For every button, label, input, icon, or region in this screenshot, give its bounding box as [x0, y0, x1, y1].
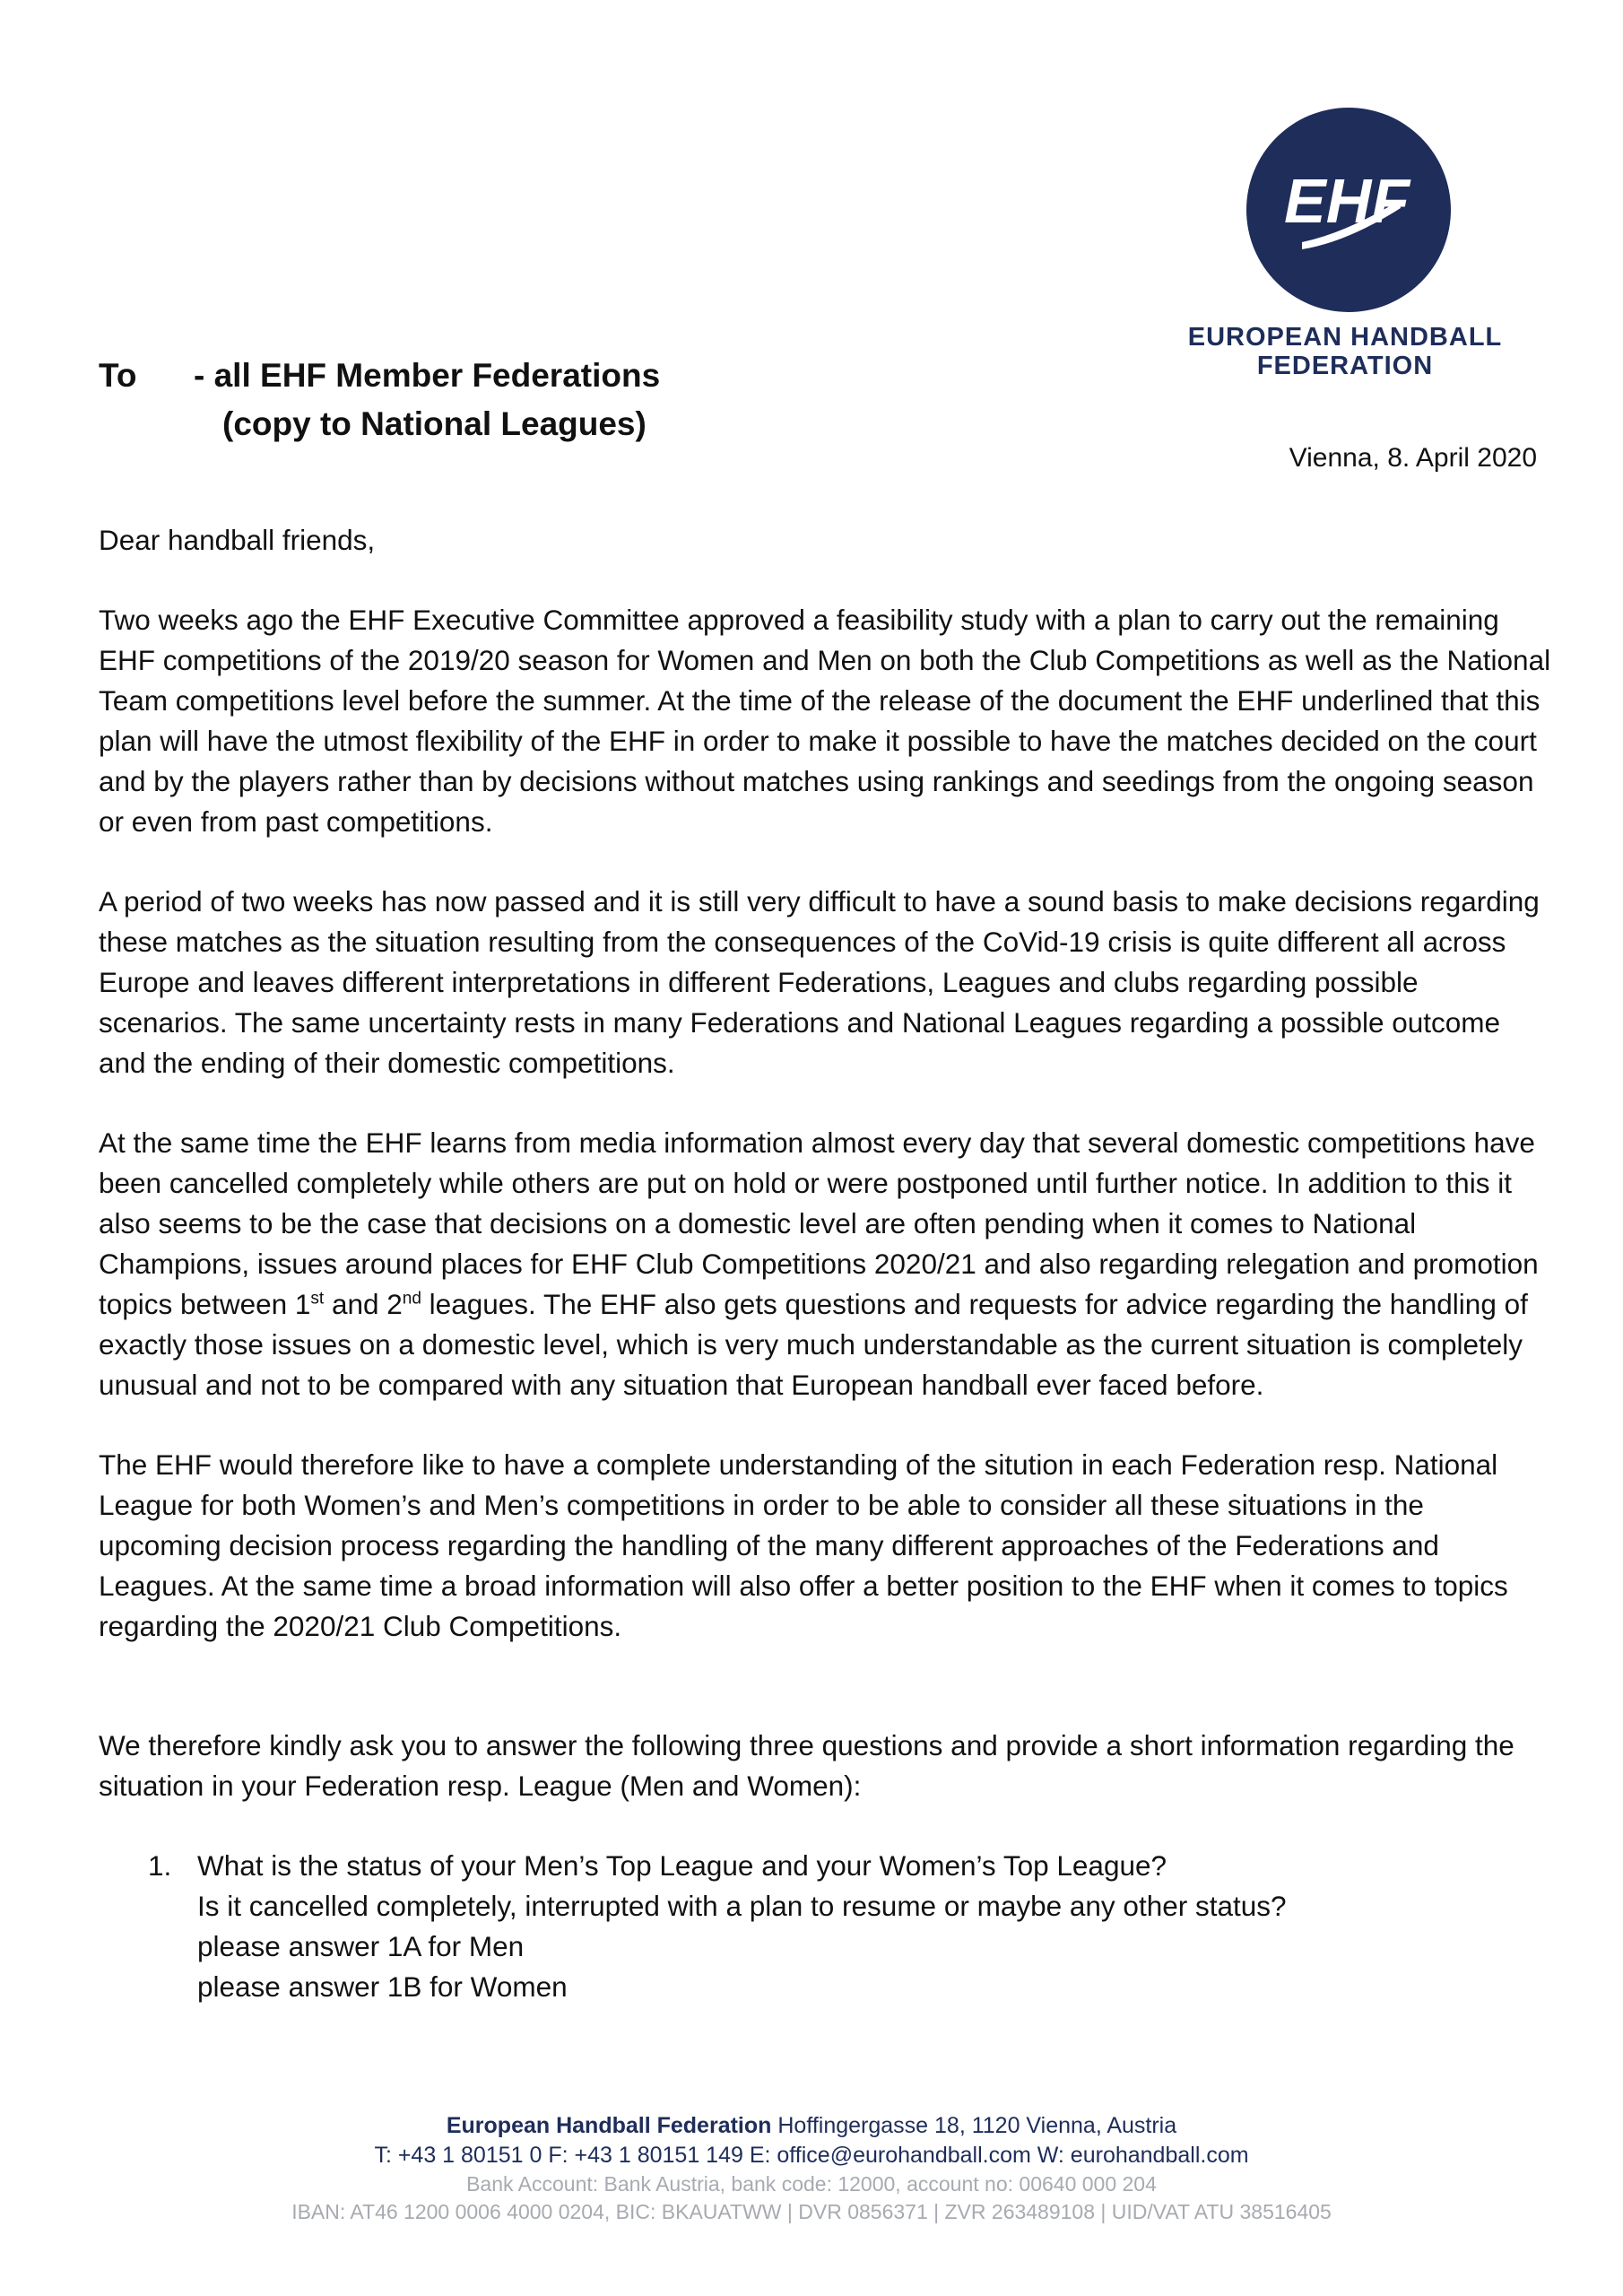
footer-address: Hoffingergasse 18, 1120 Vienna, Austria: [777, 2113, 1177, 2138]
ehf-logo-letters: EHF: [1284, 166, 1410, 236]
letter-body: [99, 520, 1551, 2007]
paragraph-5: We therefore kindly ask you to answer the following three questions and provide a short information regarding the situation in your Federation resp. League (Men and Women):: [99, 1729, 1515, 1802]
footer-contact: T: +43 1 80151 0 F: +43 1 80151 149 E: office@eurohandball.com W: eurohandball.com: [374, 2143, 1249, 2168]
recipient-line-2: (copy to National Leagues): [222, 405, 647, 442]
question-list: [99, 1846, 1551, 2007]
superscript-nd: nd: [402, 1289, 421, 1309]
paragraph-3-part-2: and 2: [324, 1288, 403, 1320]
logo-line-2: FEDERATION: [1256, 352, 1434, 380]
footer-registry: IBAN: AT46 1200 0006 4000 0204, BIC: BKAUATWW | DVR 0856371 | ZVR 263489108 | UID/VAT ATU 38516405: [291, 2200, 1332, 2223]
paragraph-3-part-1: At the same time the EHF learns from media information almost every day that several domestic competitions have been cancelled completely while others are put on hold or were postponed until further notice. In addition to this it also seems to be the case that decisions on a domestic level are often pending when it comes to National Champions, issues around places for EHF Club Competitions 2020/21 and also regarding relegation and promotion topics between 1: [99, 1126, 1539, 1320]
question-line-4: please answer 1B for Women: [197, 1970, 568, 2003]
recipient-line-1: - all EHF Member Federations: [194, 357, 661, 394]
footer-org-name: European Handball Federation: [446, 2113, 772, 2138]
to-label: To: [99, 357, 137, 394]
question-number: 1.: [148, 1849, 172, 1882]
logo-line-1: EUROPEAN HANDBALL: [1187, 323, 1503, 352]
letter-date: Vienna, 8. April 2020: [1289, 443, 1537, 473]
ehf-logo: [1157, 108, 1533, 395]
ehf-logo-wordmark: [1157, 323, 1533, 380]
paragraph-1: Two weeks ago the EHF Executive Committee approved a feasibility study with a plan to carry out the remaining EHF competitions of the 2019/20 season for Women and Men on both the Club Competitions as well as the National Team competitions level before the summer. At the time of the release of the document the EHF underlined that this plan will have the utmost flexibility of the EHF in order to make it possible to have the matches decided on the court and by the players rather than by decisions without matches using rankings and seedings from the ongoing season or even from past competitions.: [99, 604, 1551, 838]
ehf-logo-circle: [1246, 108, 1451, 312]
question-line-1: What is the status of your Men’s Top League and your Women’s Top League?: [197, 1849, 1167, 1882]
ehf-logo-mark: [1246, 108, 1451, 312]
footer-bank: Bank Account: Bank Austria, bank code: 12000, account no: 00640 000 204: [466, 2172, 1157, 2196]
footer-org-line: [0, 2111, 1623, 2141]
letter-footer: [0, 2111, 1623, 2226]
superscript-st: st: [310, 1289, 325, 1309]
paragraph-4: The EHF would therefore like to have a complete understanding of the sitution in each Federation resp. National League for both Women’s and Men’s competitions in order to be able to consider all these situations in the upcoming decision process regarding the handling of the many different approaches of the Federations and Leagues. At the same time a broad information will also offer a better position to the EHF when it comes to topics regarding the 2020/21 Club Competitions.: [99, 1448, 1508, 1642]
salutation: Dear handball friends,: [99, 524, 376, 556]
question-line-2: Is it cancelled completely, interrupted with a plan to resume or maybe any other status?: [197, 1890, 1287, 1922]
question-item: [99, 1846, 1551, 2007]
paragraph-3-part-3: leagues. The EHF also gets questions and requests for advice regarding the handling of exactly those issues on a domestic level, which is very much understandable as the current situation is completely unusual and not to be compared with any situation that European handball ever faced before.: [99, 1288, 1528, 1401]
question-line-3: please answer 1A for Men: [197, 1930, 525, 1962]
paragraph-3: [99, 1123, 1551, 1405]
paragraph-2: A period of two weeks has now passed and it is still very difficult to have a sound basis to make decisions regarding these matches as the situation resulting from the consequences of the CoVid-19 crisis is quite different all across Europe and leaves different interpretations in different Federations, Leagues and clubs regarding possible scenarios. The same uncertainty rests in many Federations and National Leagues regarding a possible outcome and the ending of their domestic competitions.: [99, 885, 1540, 1079]
